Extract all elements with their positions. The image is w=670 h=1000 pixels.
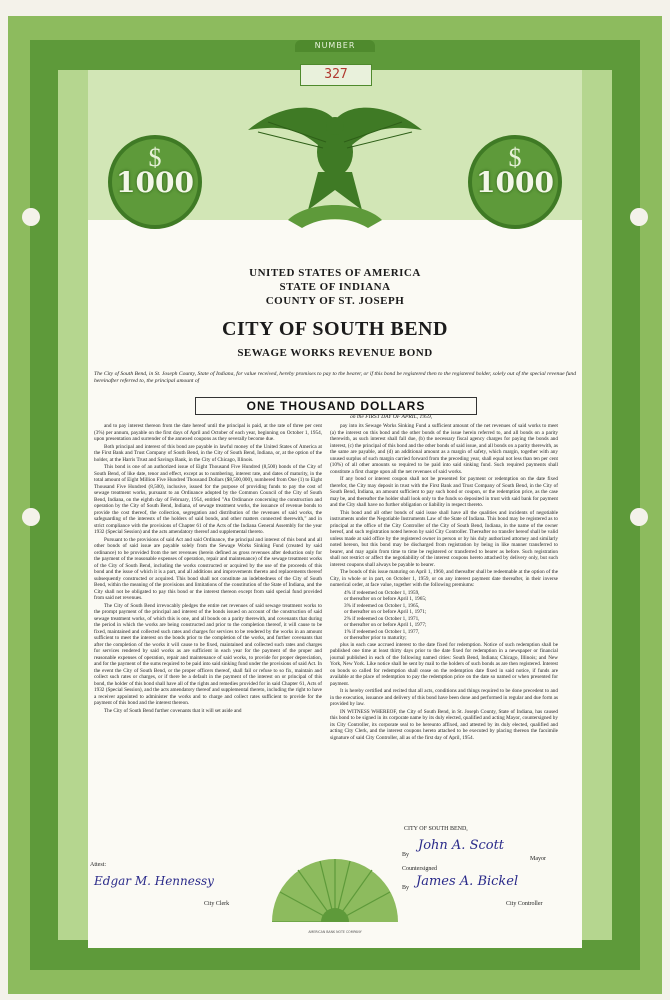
schedule-line: 3% if redeemed on October 1, 1965, bbox=[344, 602, 420, 609]
punch-hole bbox=[22, 508, 40, 526]
paragraph: It is hereby certified and recited that all acts, conditions and things required to be done precedent to and in the execution, issuance and delivery of this bond have been done and performed in regular and due form as provided by law. bbox=[330, 688, 558, 707]
paragraph: The City of South Bend irrevocably pledges the entire net revenues of said sewage treatment works to the prompt payment of the principal and interest of the bonds issued on account of the construction of said sewage treatment works, of which this is one, and all bonds on a parity therewith, and covenants that during the period in which the works are being constructed and prior to the completion thereof, it will cause to be fixed, maintained and collected such rates and charges for services to be rendered by the works in an amount sufficient to meet the interest on the bonds prior to the completion of the works, and further covenants that after the completion of the works it will cause to be fixed, maintained and collected such rates and charges for services rendered by said works as are sufficient in each year for the payment of the proper and reasonable expenses of operation, repair and maintenance of said works, to provide for proper depreciation, and for the payment of the sums required to be paid into said sinking fund under the provisions of said Act. In the event the City of South Bend, or the proper officers thereof, shall fail or refuse to so fix, maintain and collect such rates or charges, or if there be a default in the payment of the interest on or principal of this bond, the holder of this bond shall have all of the rights and remedies provided for in said Chapter 61, Acts of 1932 (Special Session), and the acts amendatory thereof and supplemental thereto, including the right to have a receiver appointed to administer the works and to charge and collect rates sufficient to provide for the payment of this bond and the interest thereon. bbox=[94, 602, 322, 706]
attest-label: Attest: bbox=[90, 862, 106, 868]
mayor-title: Mayor bbox=[530, 856, 546, 862]
mayor-signature: John A. Scott bbox=[418, 838, 505, 853]
country: UNITED STATES OF AMERICA bbox=[249, 267, 421, 279]
issuer-name: CITY OF SOUTH BEND, bbox=[404, 826, 468, 832]
countersigned-label: Countersigned bbox=[402, 866, 437, 872]
dollar-sign-icon: $ bbox=[148, 143, 162, 172]
due-date-line: on the FIRST DAY OF APRIL, 1959, bbox=[350, 414, 433, 420]
bond-type: SEWAGE WORKS REVENUE BOND bbox=[237, 347, 433, 359]
schedule-line: 1% if redeemed on October 1, 1977, bbox=[344, 628, 420, 635]
schedule-line: 4% if redeemed on October 1, 1959, bbox=[344, 589, 420, 596]
principal-amount: ONE THOUSAND DOLLARS bbox=[195, 397, 477, 415]
controller-signature: James A. Bickel bbox=[416, 874, 519, 889]
paragraph: plus in each case accrued interest to the date fixed for redemption. Notice of such redemption shall be published one time at least thirty days prior to the date fixed for redemption in a newspaper or financial journal published in each of the following named cities: South Bend, Indiana; Chicago, Illinois; and New York, New York. Like notice shall be sent by mail to the holders of such bonds as are then registered. Interest on bonds so called for redemption shall cease on the redemption date fixed in said notice, if funds are available at the place of redemption to pay the redemption price on the date so named or when presented for payment. bbox=[330, 641, 558, 687]
paragraph: The bonds of this issue maturing on April 1, 1960, and thereafter shall be redeemable at the option of the City, in whole or in part, on October 1, 1959, or on any interest payment date thereafter, in their inverse numerical order, at face value, together with the following premiums: bbox=[330, 569, 558, 588]
paragraph: IN WITNESS WHEREOF, the City of South Bend, in St. Joseph County, State of Indiana, has caused this bond to be signed in its corporate name by its duly elected, qualified and acting Mayor, countersigned by its City Controller, its corporate seal to be hereunto affixed, and attested by its duly elected, qualified and acting City Clerk, and the interest coupons hereto attached to be executed by placing thereon the facsimile signature of said City Controller, all as of the first day of April, 1954. bbox=[330, 708, 558, 741]
paragraph: If any bond or interest coupon shall not be presented for payment or redemption on the date fixed therefor, the City may deposit in trust with the First Bank and Trust Company of South Bend, in the City of South Bend, Indiana, an amount sufficient to pay such bond or coupon, or the redemption price, as the case may be, and thereafter the holder shall look only to the funds so deposited in trust with said bank for payment and the City shall have no further obligation or liability in respect thereto. bbox=[330, 476, 558, 508]
paragraph: The City of South Bend further covenants that it will set aside and bbox=[104, 707, 242, 714]
schedule-line: or thereafter on or before April 1, 1965; bbox=[344, 596, 427, 602]
paragraph: This bond is one of an authorized issue of Eight Thousand Five Hundred (8,500) bonds of the City of South Bend, of like date, tenor and effect, except as to numbering, interest rate, and dates of maturity, in the total amount of Eight Million Five Hundred Thousand Dollars ($8,500,000), numbered from One (1) to Eight Thousand Five Hundred (8,500), inclusive, issued for the purpose of providing funds to pay the cost of sewage treatment works, pursuant to an Ordinance adopted by the Common Council of the City of South Bend, Indiana, on the eighth day of February, 1954, entitled "An Ordinance concerning the construction and operation by the City of South Bend, Indiana, of sewage treatment works, the issuance of revenue bonds to provide the cost thereof, the collection, segregation and distribution of the revenues of said works, the safeguarding of the interests of the holders of said bonds, and other matters connected therewith," and in strict compliance with the provisions of Chapter 61 of the Acts of the Indiana General Assembly for the year 1932 (Special Session) and the acts amendatory thereof and supplemental thereto. bbox=[94, 464, 322, 535]
schedule-line: or thereafter on or before April 1, 1977; bbox=[344, 622, 427, 628]
county: COUNTY OF ST. JOSEPH bbox=[265, 295, 405, 307]
page-title: CITY OF SOUTH BEND bbox=[222, 318, 448, 340]
seal-fan-icon bbox=[268, 852, 402, 922]
dollar-sign-icon: $ bbox=[508, 143, 522, 172]
eagle-vignette-icon bbox=[238, 100, 432, 240]
state: STATE OF INDIANA bbox=[279, 281, 391, 293]
schedule-line: 2% if redeemed on October 1, 1971, bbox=[344, 615, 420, 622]
clerk-signature: Edgar M. Hennessy bbox=[94, 874, 214, 888]
denomination-left: 1000 bbox=[116, 165, 194, 199]
body-column-right bbox=[330, 423, 558, 845]
punch-hole bbox=[630, 208, 648, 226]
paragraph: Both principal and interest of this bond are payable in lawful money of the United States of America at the First Bank and Trust Company of South Bend, in the City of South Bend, Indiana, or, at the option of the holder, at the Harris Trust and Savings Bank, in the City of Chicago, Illinois. bbox=[94, 443, 322, 463]
number-label: NUMBER bbox=[295, 40, 375, 52]
schedule-line: or thereafter on or before April 1, 1971; bbox=[344, 609, 427, 615]
printer-imprint: AMERICAN BANK NOTE COMPANY bbox=[308, 930, 362, 934]
denomination-right: 1000 bbox=[476, 165, 554, 199]
controller-title: City Controller bbox=[506, 901, 543, 907]
body-column-left bbox=[94, 423, 322, 845]
clerk-title: City Clerk bbox=[204, 901, 230, 907]
punch-hole bbox=[630, 508, 648, 526]
by-label: By bbox=[402, 852, 410, 858]
schedule-line: or thereafter prior to maturity; bbox=[344, 635, 407, 641]
paragraph: This bond and all other bonds of said issue shall have all the qualities and incidents of negotiable instruments under the Negotiable Instruments Law of the State of Indiana. This bond may be registered as to principal at the office of the City Controller of the City of South Bend, Indiana, in the name of the owner hereof, and such registration noted hereon by said City Controller. Thereafter no transfer hereof shall be valid unless made at said office by the registered owner in person or by his duly authorized attorney and similarly noted hereon, but this bond may be discharged from registration by being in like manner transferred to bearer, and may again from time to time be registered or transferred to bearer as before. Such registration shall not restrict or affect the negotiability of the interest coupons hereto attached by delivery only, but such interest coupons shall always be payable to bearer. bbox=[330, 509, 558, 568]
paragraph: Pursuant to the provisions of said Act and said Ordinance, the principal and interest of this bond and all other bonds of said issue are payable solely from the Sewage Works Sinking Fund (created by said ordinance) to be provided from the net revenues (herein defined as gross revenues after deduction only for the payment of the reasonable expenses of operation, repair and maintenance) of the sewage treatment works of the City of South Bend, including the works constructed or acquired by the use of the proceeds of this bond and the issue of which it is a part, and all additions and improvements thereto and replacements thereof subsequently constructed or acquired. This bond shall not constitute an indebtedness of the City of South Bend, within the meaning of the provisions and limitations of the constitution of the State of Indiana, and the City shall not be obligated to pay this bond or the interest thereon except from said special fund provided from said net revenues. bbox=[94, 536, 322, 601]
punch-hole bbox=[22, 208, 40, 226]
paragraph: pay into its Sewage Works Sinking Fund a sufficient amount of the net revenues of said works to meet (a) the interest on this bond and the other bonds of the issue herein referred to, and all bonds on a parity therewith, as such interest shall fall due, (b) the necessary fiscal agency charges for paying the bonds and interest, (c) the principal of this bond and the other bonds of said issue, and all bonds on a parity therewith, as the same are payable, and (d) an additional amount as a margin of safety, which margin, together with any unused surplus of such margin carried forward from the preceding year, shall equal not less than ten per cent (10%) of all other amounts so required to be paid into said sinking fund. Such required payments shall constitute a first charge upon all the net revenues of said works. bbox=[330, 423, 558, 475]
denomination-medallion-left bbox=[108, 135, 202, 229]
certificate-number: 327 bbox=[300, 64, 372, 86]
paragraph: and to pay interest thereon from the date hereof until the principal is paid, at the rate of three per cent (3%) per annum, payable on the first days of April and October of each year, beginning on October 1, 1954, upon presentation and surrender of the annexed coupons as they severally become due. bbox=[94, 423, 322, 442]
header-country-state-county bbox=[88, 266, 582, 308]
intro-paragraph: The City of South Bend, in St. Joseph County, State of Indiana, for value received, hereby promises to pay to the bearer, or if this bond be registered then to the registered holder, solely out of the special revenue fund hereinafter referred to, the principal amount of bbox=[94, 371, 576, 385]
by-label: By bbox=[402, 885, 410, 891]
redemption-schedule bbox=[344, 590, 558, 642]
denomination-medallion-right bbox=[468, 135, 562, 229]
